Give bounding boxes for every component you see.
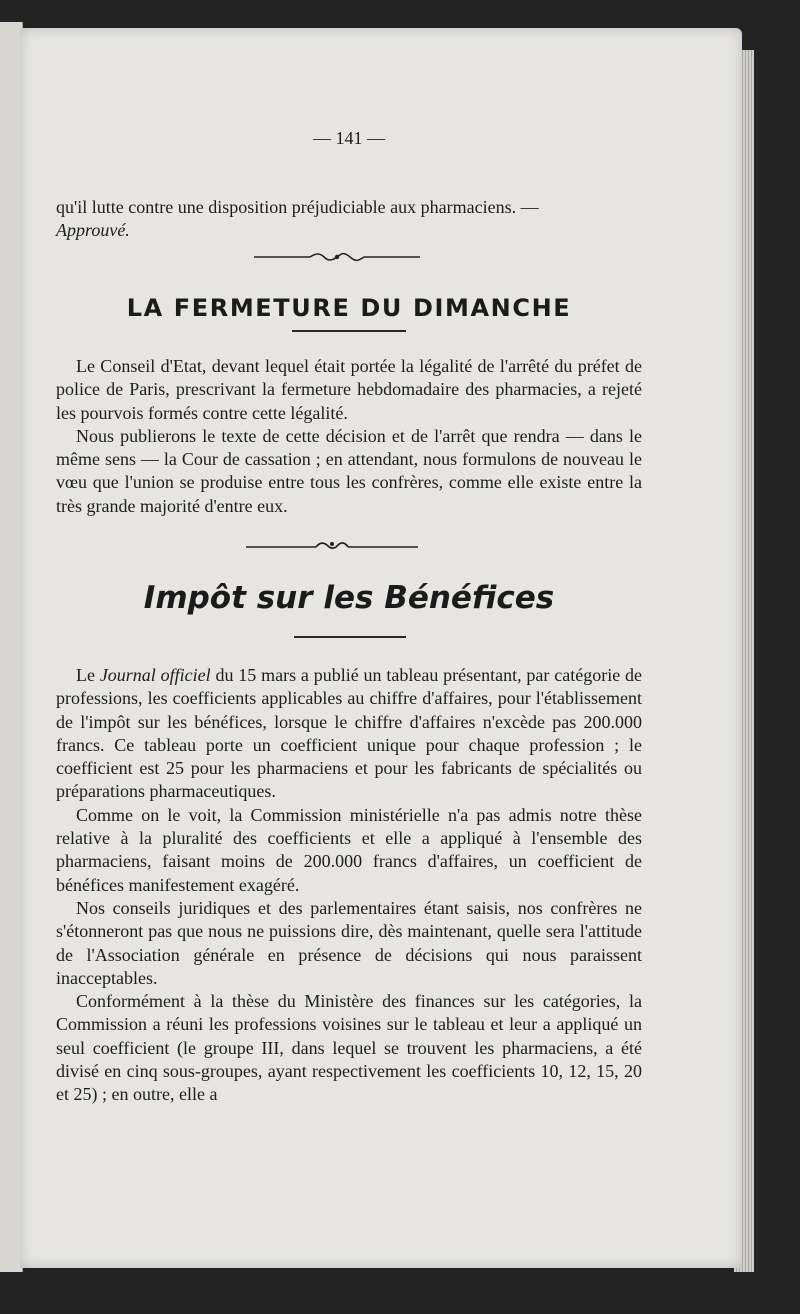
journal-rest: du 15 mars a publié un tableau présentant, par catégorie de professions, les coefficients applicables au chiffre d'affaires, pour l'établissement de l'impôt sur les bénéfices, lorsque le chiffre d'affaires n'excède pas 200.000 francs. Ce tableau porte un coefficient unique pour chaque profession ; le coefficient est 25 pour les pharmaciens et pour les fabricants de spécialités ou préparations pharmaceutiques. bbox=[56, 665, 643, 802]
ornament-divider-1 bbox=[252, 250, 422, 264]
section1-paragraph: Le Conseil d'Etat, devant lequel était portée la légalité de l'arrêté du préfet de police de Paris, prescrivant la fermeture hebdomadaire des pharmacies, a rejeté les pourvois formés contre cette légalité. bbox=[56, 356, 642, 423]
section2-paragraph: Comme on le voit, la Commission ministérielle n'a pas admis notre thèse relative à la pluralité des coefficients et elle a appliqué à l'ensemble des pharmaciens, faisant moins de 200.000 francs d'affaires, un coefficient de bénéfices manifestement exagéré. bbox=[56, 804, 642, 895]
journal-officiel-title: Journal officiel bbox=[99, 665, 211, 685]
section2-paragraph: Conformément à la thèse du Ministère des finances sur les catégories, la Commission a réuni les professions voisines sur le tableau et leur a appliqué un seul coefficient (le groupe III, dans lequel se trouvent les pharmaciens, a été divisé en cinq sous-groupes, ayant respectivement les coefficients 10, 12, 15, 20 et 25) ; en outre, elle a bbox=[56, 991, 642, 1105]
page-number: — 141 — bbox=[313, 128, 385, 148]
title-underline-1 bbox=[292, 330, 406, 332]
title-underline-2 bbox=[294, 636, 406, 638]
section2-paragraph: Nos conseils juridiques et des parlementaires étant saisis, nos confrères ne s'étonneront pas que nous ne puissions dire, dès maintenant, quelle sera l'attitude de l'Association générale en présence de décisions qui nous paraissent inacceptables. bbox=[56, 897, 642, 988]
section2-body bbox=[56, 664, 642, 1107]
section2-paragraph bbox=[56, 664, 642, 804]
section-title-sunday-closing: LA FERMETURE DU DIMANCHE bbox=[126, 294, 572, 322]
intro-text: qu'il lutte contre une disposition préjudiciable aux pharmaciens. — bbox=[56, 197, 539, 217]
section-title-profit-tax: Impôt sur les Bénéfices bbox=[143, 580, 555, 616]
intro-paragraph bbox=[56, 196, 642, 243]
intro-block bbox=[56, 196, 642, 243]
book-page bbox=[20, 28, 742, 1268]
ornament-divider-2 bbox=[244, 539, 420, 553]
journal-lead: Le bbox=[76, 665, 100, 685]
section1-paragraph: Nous publierons le texte de cette décision et de l'arrêt que rendra — dans le même sens — la Cour de cassation ; en attendant, nous formulons de nouveau le vœu que l'union se produise entre tous les confrères, comme elle existe entre la très grande majorité d'entre eux. bbox=[56, 425, 642, 516]
section1-body bbox=[56, 355, 642, 518]
approved-label: Approuvé. bbox=[56, 220, 130, 241]
